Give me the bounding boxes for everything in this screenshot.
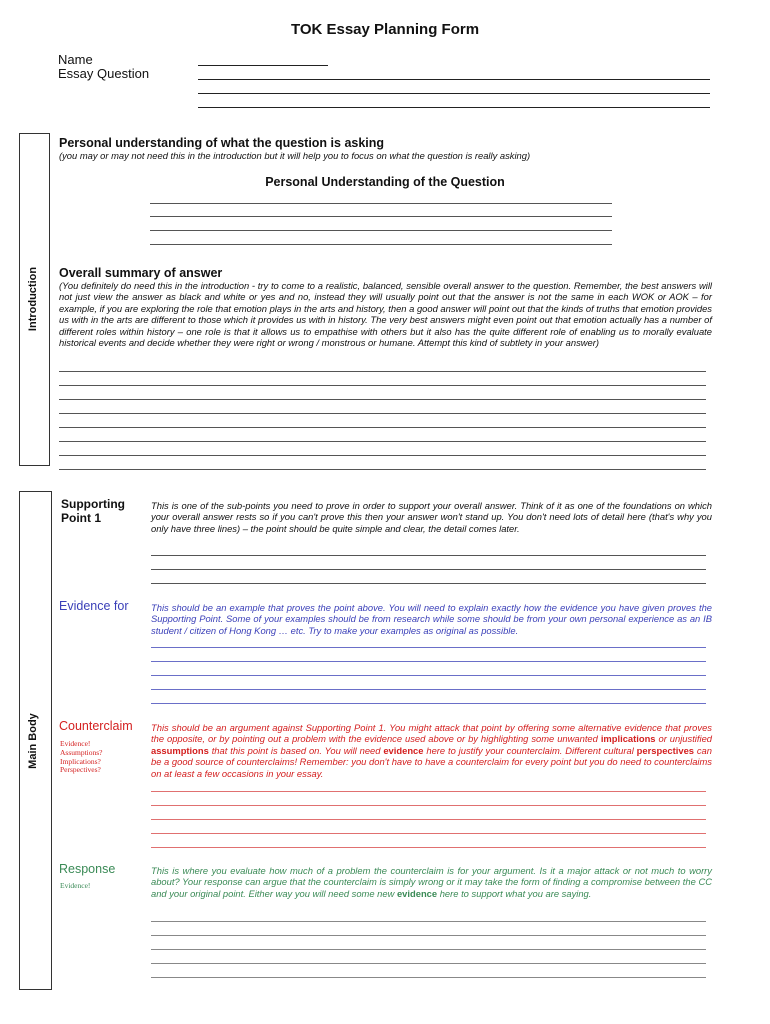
keyword-implications: implications bbox=[600, 733, 656, 745]
response-prompts bbox=[60, 882, 90, 891]
answer-line[interactable] bbox=[151, 647, 706, 648]
answer-line[interactable] bbox=[150, 216, 612, 217]
keyword-assumptions: assumptions bbox=[151, 744, 209, 756]
name-field[interactable] bbox=[198, 65, 328, 66]
answer-line[interactable] bbox=[150, 203, 612, 204]
personal-understanding-subheading: Personal Understanding of the Question bbox=[265, 175, 505, 189]
essay-question-line[interactable] bbox=[198, 79, 710, 80]
answer-line[interactable] bbox=[59, 427, 706, 428]
personal-understanding-note: (you may or may not need this in the introduction but it will help you to focus on what the question is really asking) bbox=[59, 150, 531, 161]
prompt-evidence: Evidence! bbox=[60, 881, 91, 890]
answer-line[interactable] bbox=[59, 441, 706, 442]
answer-line[interactable] bbox=[151, 661, 706, 662]
supporting-point-title bbox=[61, 497, 125, 525]
answer-line[interactable] bbox=[151, 675, 706, 676]
answer-line[interactable] bbox=[151, 791, 706, 792]
answer-line[interactable] bbox=[151, 583, 706, 584]
supporting-point-title-line2: Point 1 bbox=[61, 511, 102, 525]
main-body-label: Main Body bbox=[27, 713, 39, 769]
counterclaim-text-part: can be a good source of counterclaims! Remember: you don't have to have a counterclaim for every point but you do need to counterclaims on at least a few occasions in your essay. bbox=[151, 744, 712, 779]
answer-line[interactable] bbox=[59, 371, 706, 372]
overall-summary-heading: Overall summary of answer bbox=[59, 266, 223, 280]
personal-understanding-heading: Personal understanding of what the question is asking bbox=[59, 136, 385, 150]
keyword-evidence: evidence bbox=[396, 887, 438, 899]
supporting-point-title-line1: Supporting bbox=[61, 497, 125, 511]
counterclaim-text bbox=[151, 722, 712, 779]
answer-line[interactable] bbox=[150, 244, 612, 245]
keyword-evidence: evidence bbox=[383, 744, 424, 756]
response-title: Response bbox=[59, 862, 116, 876]
answer-line[interactable] bbox=[151, 555, 706, 556]
counterclaim-text-part: or unjustified bbox=[655, 733, 712, 745]
response-text bbox=[151, 865, 712, 899]
keyword-perspectives: perspectives bbox=[636, 744, 694, 756]
prompt-perspectives: Perspectives? bbox=[60, 765, 101, 775]
essay-question-line[interactable] bbox=[198, 93, 710, 94]
essay-question-label: Essay Question bbox=[58, 66, 150, 81]
name-label: Name bbox=[58, 52, 93, 67]
evidence-for-text: This should be an example that proves the point above. You will need to explain exactly how the evidence you have given proves the Supporting Point. Some of your examples should be from research while some should be from your own personal experience as an IB student / citizen of Hong Kong … etc. Try to make your examples as original as possible. bbox=[151, 602, 712, 636]
answer-line[interactable] bbox=[151, 921, 706, 922]
answer-line[interactable] bbox=[59, 455, 706, 456]
prompt-assumptions: Assumptions? bbox=[60, 747, 103, 757]
response-text-part: here to support what you are saying. bbox=[437, 887, 592, 899]
answer-line[interactable] bbox=[151, 805, 706, 806]
counterclaim-text-part: that this point is based on. You will need bbox=[208, 744, 384, 756]
counterclaim-text-part: here to justify your counterclaim. Different cultural bbox=[423, 744, 637, 756]
counterclaim-prompts bbox=[60, 740, 103, 775]
answer-line[interactable] bbox=[59, 469, 706, 470]
answer-line[interactable] bbox=[151, 935, 706, 936]
answer-line[interactable] bbox=[151, 977, 706, 978]
answer-line[interactable] bbox=[59, 399, 706, 400]
answer-line[interactable] bbox=[151, 963, 706, 964]
counterclaim-title: Counterclaim bbox=[59, 719, 133, 733]
answer-line[interactable] bbox=[151, 703, 706, 704]
answer-line[interactable] bbox=[59, 385, 706, 386]
answer-line[interactable] bbox=[151, 819, 706, 820]
page-title: TOK Essay Planning Form bbox=[290, 21, 480, 38]
answer-line[interactable] bbox=[151, 949, 706, 950]
answer-line[interactable] bbox=[151, 847, 706, 848]
essay-question-line[interactable] bbox=[198, 107, 710, 108]
answer-line[interactable] bbox=[59, 413, 706, 414]
answer-line[interactable] bbox=[151, 569, 706, 570]
overall-summary-note: (You definitely do need this in the introduction - try to come to a realistic, balanced, sensible overall answer to the question. Remember, the best answers will not just view the answer as black and white or yes and no, instead they will usually point out that the answer is not the same in each WOK or AOK – for example, if you are exploring the role that emotion plays in the arts and history, then a good answer will point out that the kinds of truths that emotion provides us with in the arts are different to those which it provides us with in history. The very best answers might even point out that emotion actually has a number of different roles within history – one role is that it allows us to empathise with others but it also has the quite different role of enabling us to morally evaluate historical events and decide whether they were right or wrong / monstrous or humane. Attempt this kind of subtlety in your answer) bbox=[59, 280, 712, 349]
evidence-for-title: Evidence for bbox=[59, 599, 129, 613]
answer-line[interactable] bbox=[151, 689, 706, 690]
supporting-point-text: This is one of the sub-points you need to prove in order to support your overall answer. Think of it as one of the foundations on which your overall answer rests so if you can't prove this then your answer won't stand up. You don't need lots of detail here (that's why you only have three lines) – the point should be quite simple and clear, the detail comes later. bbox=[151, 500, 712, 534]
answer-line[interactable] bbox=[150, 230, 612, 231]
prompt-evidence: Evidence! bbox=[60, 739, 91, 748]
counterclaim-text-part: This should be an argument against Supporting Point 1. You might attack that point by offering some alternative evidence that proves the opposite, or by pointing out a problem with the evidence used above or by highlighting some unwanted bbox=[151, 722, 712, 745]
response-text-part: This is where you evaluate how much of a problem the counterclaim is for your argument. Is it a major attack or not much to worry about? Your response can argue that the counterclaim is simply wrong or it may take the form of finding a compromise between the CC and your original point. Either way you will need some new bbox=[151, 865, 712, 899]
answer-line[interactable] bbox=[151, 833, 706, 834]
prompt-implications: Implications? bbox=[60, 756, 101, 766]
introduction-label: Introduction bbox=[27, 266, 39, 332]
